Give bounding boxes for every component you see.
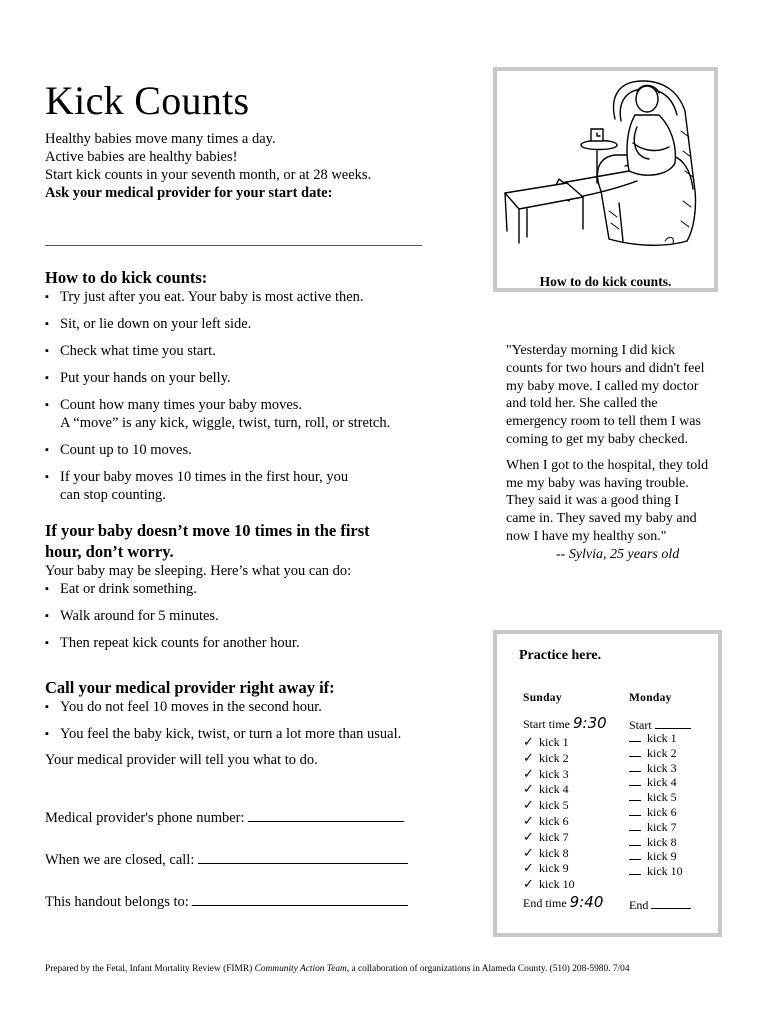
footer-text: , a collaboration of organizations in Alameda County. (510) 208-5980. 7/04 [346,964,630,974]
no-move-heading [45,520,465,562]
sunday-end [523,895,603,911]
no-move-section [45,520,465,652]
checkmark-icon: ✓ [523,813,534,829]
call-list [45,698,465,743]
checkmark-icon: ✓ [523,766,534,782]
sunday-start [523,716,607,732]
blank-check-line[interactable] [629,835,641,846]
list-item[interactable]: kick 6 [629,805,683,820]
blank-check-line[interactable] [629,775,641,786]
list-item[interactable]: ✓ kick 10 [523,877,575,893]
checkmark-icon: ✓ [523,798,534,814]
list-item: ▪ Walk around for 5 minutes. [45,607,465,625]
illustration-caption: How to do kick counts. [539,274,672,289]
footer-team-name: Community Action Team [254,964,347,974]
list-item[interactable]: ✓ kick 4 [523,782,569,798]
monday-start-line[interactable] [655,718,691,729]
checkmark-icon: ✓ [523,735,534,750]
how-to-section [45,267,465,504]
list-item: ▪ You feel the baby kick, twist, or turn a lot more than usual. [45,725,465,743]
sunday-end-value[interactable]: 9:40 [569,893,604,911]
belongs-label: This handout belongs to: [45,894,189,910]
testimonial-quote [506,342,711,564]
intro-text [45,130,371,202]
blank-check-line[interactable] [629,746,641,757]
list-item[interactable]: ✓ kick 9 [523,861,569,877]
list-item[interactable]: kick 8 [629,835,683,850]
monday-kick-list [629,731,683,879]
phone-input-line[interactable] [248,807,404,822]
call-heading: Call your medical provider right away if: [45,678,335,697]
list-item: ▪ Count up to 10 moves. [45,441,465,459]
list-item: ▪ Sit, or lie down on your left side. [45,315,465,333]
how-to-heading: How to do kick counts: [45,268,208,287]
belongs-input-line[interactable] [192,891,408,906]
blank-check-line[interactable] [629,790,641,801]
list-item[interactable]: kick 4 [629,775,683,790]
list-item-line: can stop counting. [60,487,166,503]
blank-check-line[interactable] [629,864,641,875]
list-item-line: If your baby moves 10 times in the first hour, you [60,469,349,485]
checkmark-icon: ✓ [523,750,534,766]
blank-check-line[interactable] [629,820,641,831]
closed-field [45,849,408,869]
sunday-start-label: Start time [523,717,570,731]
list-item [45,468,465,504]
no-move-heading-line: hour, don’t worry. [45,542,174,561]
monday-end-line[interactable] [651,898,691,909]
monday-start-label: Start [629,718,652,732]
page-title: Kick Counts [45,78,250,123]
closed-label: When we are closed, call: [45,852,195,868]
blank-check-line[interactable] [629,761,641,772]
no-move-heading-line: If your baby doesn’t move 10 times in the first [45,521,370,540]
list-item[interactable]: kick 3 [629,761,683,776]
intro-line-2: Active babies are healthy babies! [45,149,238,165]
list-item: ▪ Eat or drink something. [45,580,465,598]
practice-box [493,630,722,937]
how-to-list [45,288,465,504]
list-item: ▪ Then repeat kick counts for another hour. [45,634,465,652]
blank-check-line[interactable] [629,805,641,816]
list-item: ▪ You do not feel 10 moves in the second hour. [45,698,465,716]
belongs-field [45,891,408,911]
list-item[interactable]: ✓ kick 7 [523,829,569,845]
list-item-line: A “move” is any kick, wiggle, twist, turn, roll, or stretch. [60,415,391,431]
list-item[interactable]: kick 7 [629,820,683,835]
no-move-subtext: Your baby may be sleeping. Here’s what you can do: [45,563,352,579]
list-item[interactable]: kick 5 [629,790,683,805]
sunday-label: Sunday [523,692,562,704]
list-item [45,396,465,432]
practice-heading: Practice here. [519,648,602,663]
checkmark-icon: ✓ [523,829,534,845]
list-item[interactable]: kick 9 [629,849,683,864]
list-item-line: Count how many times your baby moves. [60,397,303,413]
checkmark-icon: ✓ [523,845,534,861]
monday-label: Monday [629,692,672,704]
list-item[interactable]: kick 1 [629,731,683,746]
footer-text: Prepared by the Fetal, Infant Mortality Review (FIMR) [45,964,255,974]
start-date-line[interactable] [45,245,422,246]
call-after-text: Your medical provider will tell you what to do. [45,752,318,768]
list-item[interactable]: ✓ kick 1 [523,735,569,750]
illustration-box [493,67,718,292]
quote-paragraph-1: "Yesterday morning I did kick counts for two hours and didn't feel my baby move. I called my doctor and told her. She called the emergency room to tell them I was coming to get my baby checked. [506,343,705,447]
intro-line-3: Start kick counts in your seventh month, or at 28 weeks. [45,167,372,183]
quote-attribution: -- Sylvia, 25 years old [556,546,680,562]
list-item[interactable]: ✓ kick 6 [523,813,569,829]
list-item[interactable]: ✓ kick 2 [523,750,569,766]
phone-label: Medical provider's phone number: [45,810,245,826]
blank-check-line[interactable] [629,731,641,742]
list-item: ▪ Check what time you start. [45,342,465,360]
footer-credit [45,964,630,974]
phone-field [45,807,404,827]
sunday-kick-list [523,735,575,893]
quote-paragraph-2: When I got to the hospital, they told me my baby was having trouble. They said it was a good thing I came in. They saved my baby and now I have my healthy son." [506,457,709,544]
intro-line-1: Healthy babies move many times a day. [45,131,276,147]
closed-input-line[interactable] [198,849,408,864]
list-item[interactable]: ✓ kick 8 [523,845,569,861]
call-section [45,677,465,769]
checkmark-icon: ✓ [523,877,534,893]
list-item[interactable]: ✓ kick 3 [523,766,569,782]
no-move-list [45,580,465,652]
checkmark-icon: ✓ [523,861,534,877]
list-item[interactable]: ✓ kick 5 [523,798,569,814]
monday-end [629,898,691,913]
monday-end-label: End [629,898,649,912]
list-item[interactable]: kick 2 [629,746,683,761]
list-item: ▪ Put your hands on your belly. [45,369,465,387]
mother-in-recliner-illustration [497,71,714,266]
list-item[interactable]: kick 10 [629,864,683,879]
sunday-end-label: End time [523,896,567,910]
blank-check-line[interactable] [629,849,641,860]
intro-line-4: Ask your medical provider for your start date: [45,185,333,201]
checkmark-icon: ✓ [523,782,534,798]
sunday-start-value[interactable]: 9:30 [573,714,607,732]
list-item: ▪ Try just after you eat. Your baby is most active then. [45,288,465,306]
